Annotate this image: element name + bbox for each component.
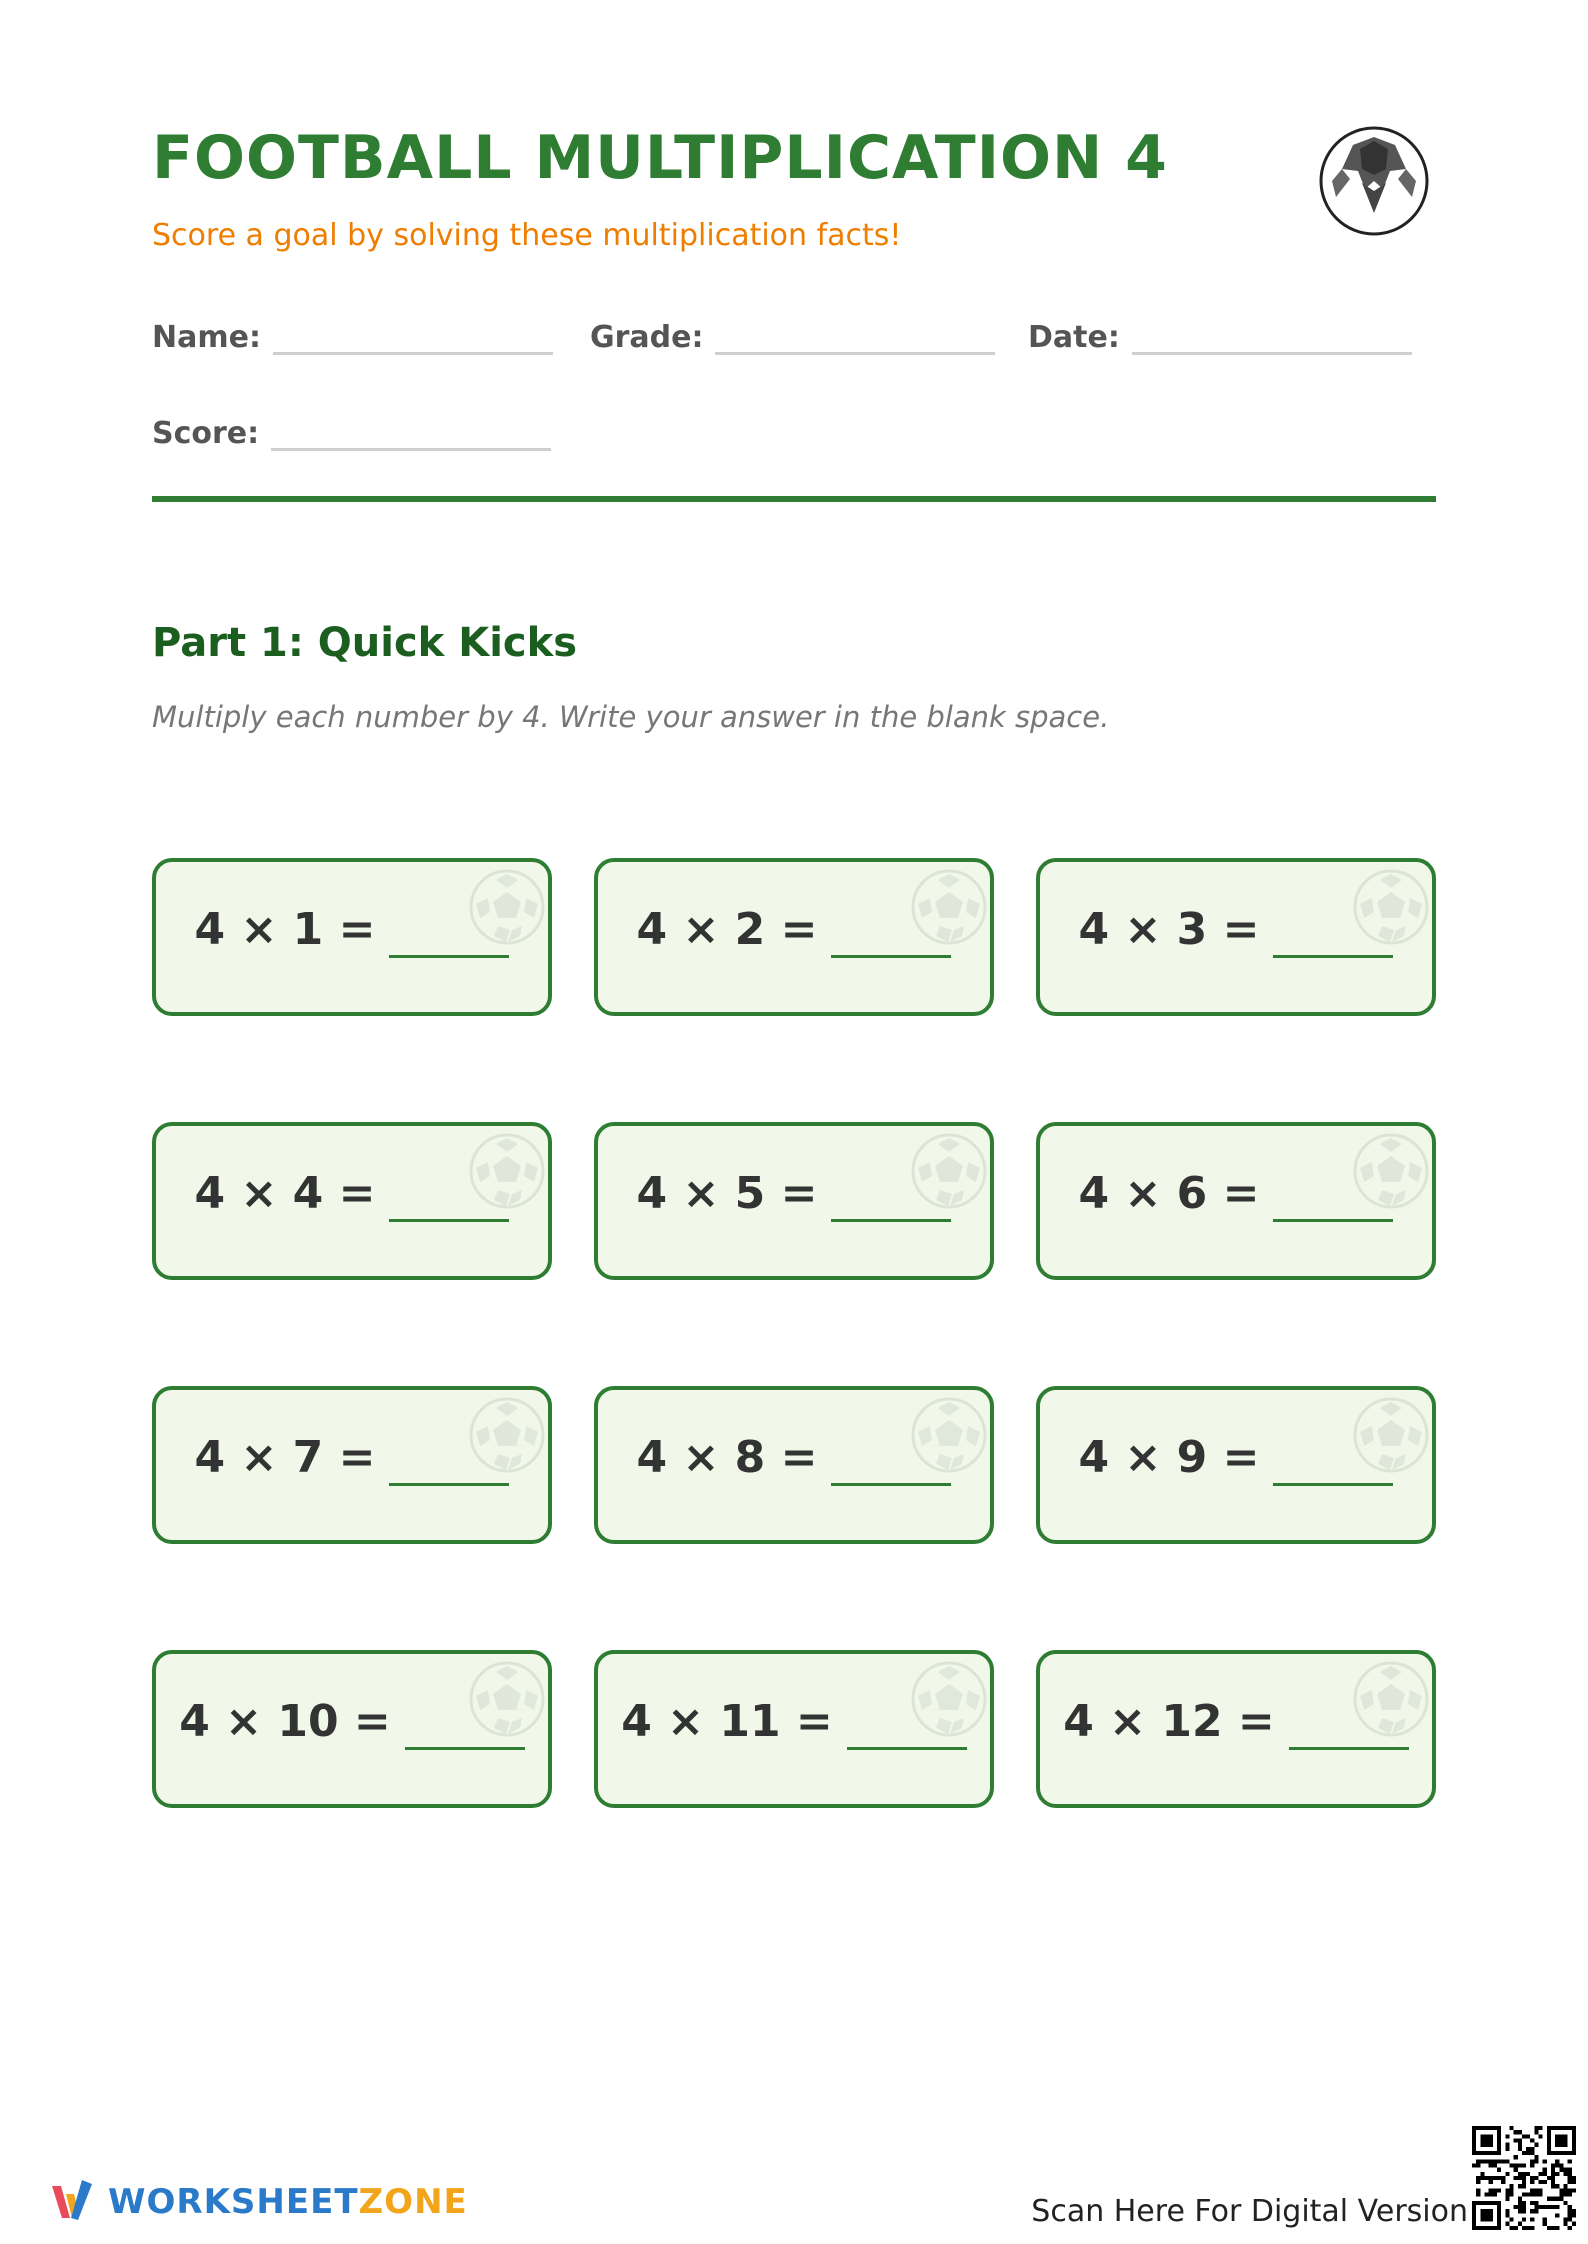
- problem-expression: 4 × 5 =: [636, 1168, 818, 1219]
- problem: [1040, 902, 1432, 958]
- problem-card: [1036, 1122, 1436, 1280]
- answer-blank[interactable]: [1273, 1433, 1393, 1486]
- problem: [598, 1430, 990, 1486]
- answer-blank[interactable]: [389, 1169, 509, 1222]
- problem-card: [594, 858, 994, 1016]
- problem-expression: 4 × 2 =: [636, 904, 818, 955]
- grade-field[interactable]: [590, 312, 995, 355]
- answer-blank[interactable]: [389, 905, 509, 958]
- problem: [156, 1166, 548, 1222]
- worksheet-title: FOOTBALL MULTIPLICATION 4: [152, 123, 1168, 193]
- grade-label: Grade:: [590, 320, 704, 355]
- problem-expression: 4 × 12 =: [1063, 1696, 1275, 1747]
- problem: [598, 902, 990, 958]
- answer-blank[interactable]: [1289, 1697, 1409, 1750]
- problem-card: [594, 1650, 994, 1808]
- answer-blank[interactable]: [389, 1433, 509, 1486]
- answer-blank[interactable]: [831, 905, 951, 958]
- qr-code-icon[interactable]: [1472, 2126, 1576, 2230]
- problem-card: [152, 1386, 552, 1544]
- answer-blank[interactable]: [1273, 1169, 1393, 1222]
- answer-blank[interactable]: [405, 1697, 525, 1750]
- brand-name-part1: WORKSHEET: [108, 2182, 359, 2222]
- problem-card: [1036, 858, 1436, 1016]
- problem-card: [152, 858, 552, 1016]
- problem-expression: 4 × 7 =: [194, 1432, 376, 1483]
- problem: [1040, 1430, 1432, 1486]
- soccer-ball-icon: [1318, 125, 1430, 237]
- name-field[interactable]: [152, 312, 553, 355]
- problem-expression: 4 × 10 =: [179, 1696, 391, 1747]
- problem-expression: 4 × 3 =: [1078, 904, 1260, 955]
- problem: [598, 1166, 990, 1222]
- grade-blank-line[interactable]: [715, 312, 995, 355]
- answer-blank[interactable]: [831, 1169, 951, 1222]
- problem-card: [1036, 1650, 1436, 1808]
- problem-expression: 4 × 4 =: [194, 1168, 376, 1219]
- problem-card: [1036, 1386, 1436, 1544]
- name-label: Name:: [152, 320, 261, 355]
- answer-blank[interactable]: [831, 1433, 951, 1486]
- problem-card: [594, 1122, 994, 1280]
- problem-card: [152, 1122, 552, 1280]
- brand-name-part2: ZONE: [358, 2182, 468, 2222]
- worksheetzone-logo-icon: [52, 2180, 94, 2224]
- date-blank-line[interactable]: [1132, 312, 1412, 355]
- score-field[interactable]: [152, 408, 551, 451]
- score-blank-line[interactable]: [271, 408, 551, 451]
- date-field[interactable]: [1028, 312, 1412, 355]
- section-instructions: Multiply each number by 4. Write your answer in the blank space.: [152, 700, 1110, 734]
- header-divider: [152, 496, 1436, 502]
- section-title: Part 1: Quick Kicks: [152, 620, 578, 666]
- problem-expression: 4 × 1 =: [194, 904, 376, 955]
- brand-name: [108, 2182, 468, 2222]
- problem-expression: 4 × 8 =: [636, 1432, 818, 1483]
- name-blank-line[interactable]: [273, 312, 553, 355]
- problem: [156, 902, 548, 958]
- problem: [156, 1694, 548, 1750]
- problem: [1040, 1694, 1432, 1750]
- answer-blank[interactable]: [1273, 905, 1393, 958]
- date-label: Date:: [1028, 320, 1120, 355]
- problem-grid: [152, 858, 1436, 1808]
- scan-instruction: Scan Here For Digital Version: [1031, 2194, 1468, 2229]
- problem-expression: 4 × 6 =: [1078, 1168, 1260, 1219]
- problem: [1040, 1166, 1432, 1222]
- problem: [598, 1694, 990, 1750]
- problem-card: [594, 1386, 994, 1544]
- answer-blank[interactable]: [847, 1697, 967, 1750]
- problem-expression: 4 × 11 =: [621, 1696, 833, 1747]
- problem-card: [152, 1650, 552, 1808]
- problem-expression: 4 × 9 =: [1078, 1432, 1260, 1483]
- score-label: Score:: [152, 416, 260, 451]
- worksheetzone-logo[interactable]: [52, 2180, 468, 2224]
- problem: [156, 1430, 548, 1486]
- worksheet-subtitle: Score a goal by solving these multiplication facts!: [152, 218, 902, 253]
